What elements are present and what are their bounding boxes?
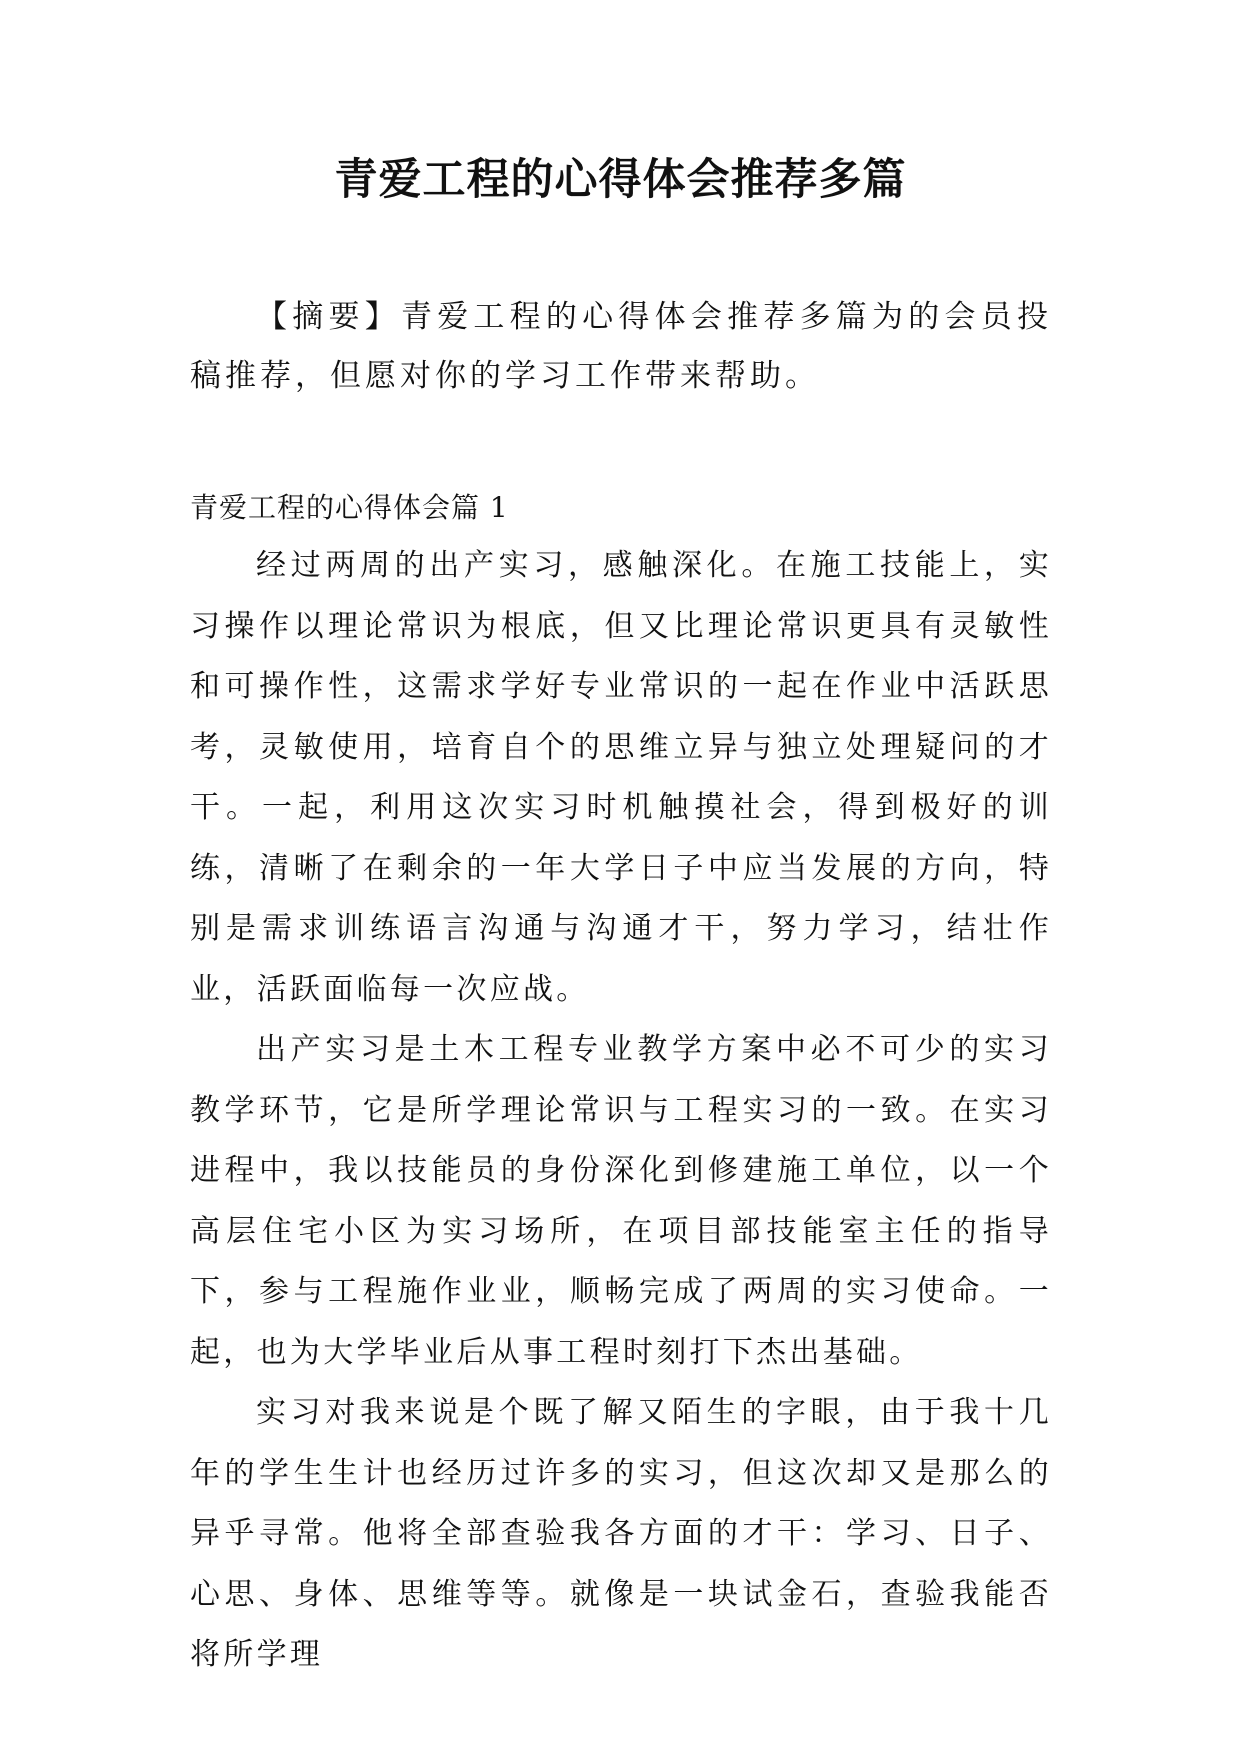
body-paragraph-2: 出产实习是土木工程专业教学方案中必不可少的实习教学环节，它是所学理论常识与工程实习的一致。在实习进程中，我以技能员的身份深化到修建施工单位，以一个高层住宅小区为实习场所，在项目部技能室主任的指导下，参与工程施作业业，顺畅完成了两周的实习使命。一起，也为大学毕业后从事工程时刻打下杰出基础。 [190, 1032, 1052, 1370]
body-paragraph-1: 经过两周的出产实习，感触深化。在施工技能上，实习操作以理论常识为根底，但又比理论常识更具有灵敏性和可操作性，这需求学好专业常识的一起在作业中活跃思考，灵敏使用，培育自个的思维立异与独立处理疑问的才干。一起，利用这次实习时机触摸社会，得到极好的训练，清晰了在剩余的一年大学日子中应当发展的方向，特别是需求训练语言沟通与沟通才干，努力学习，结壮作业，活跃面临每一次应战。 [190, 548, 1052, 1007]
body-paragraph-3: 实习对我来说是个既了解又陌生的字眼，由于我十几年的学生生计也经历过许多的实习，但这次却又是那么的异乎寻常。他将全部查验我各方面的才干：学习、日子、心思、身体、思维等等。就像是一块试金石，查验我能否将所学理 [190, 1395, 1052, 1672]
section-heading: 青爱工程的心得体会篇 1 [190, 491, 509, 524]
document-body [190, 288, 1052, 1686]
document-title: 青爱工程的心得体会推荐多篇 [334, 155, 907, 205]
abstract-paragraph: 【摘要】青爱工程的心得体会推荐多篇为的会员投稿推荐，但愿对你的学习工作带来帮助。 [190, 299, 1052, 394]
